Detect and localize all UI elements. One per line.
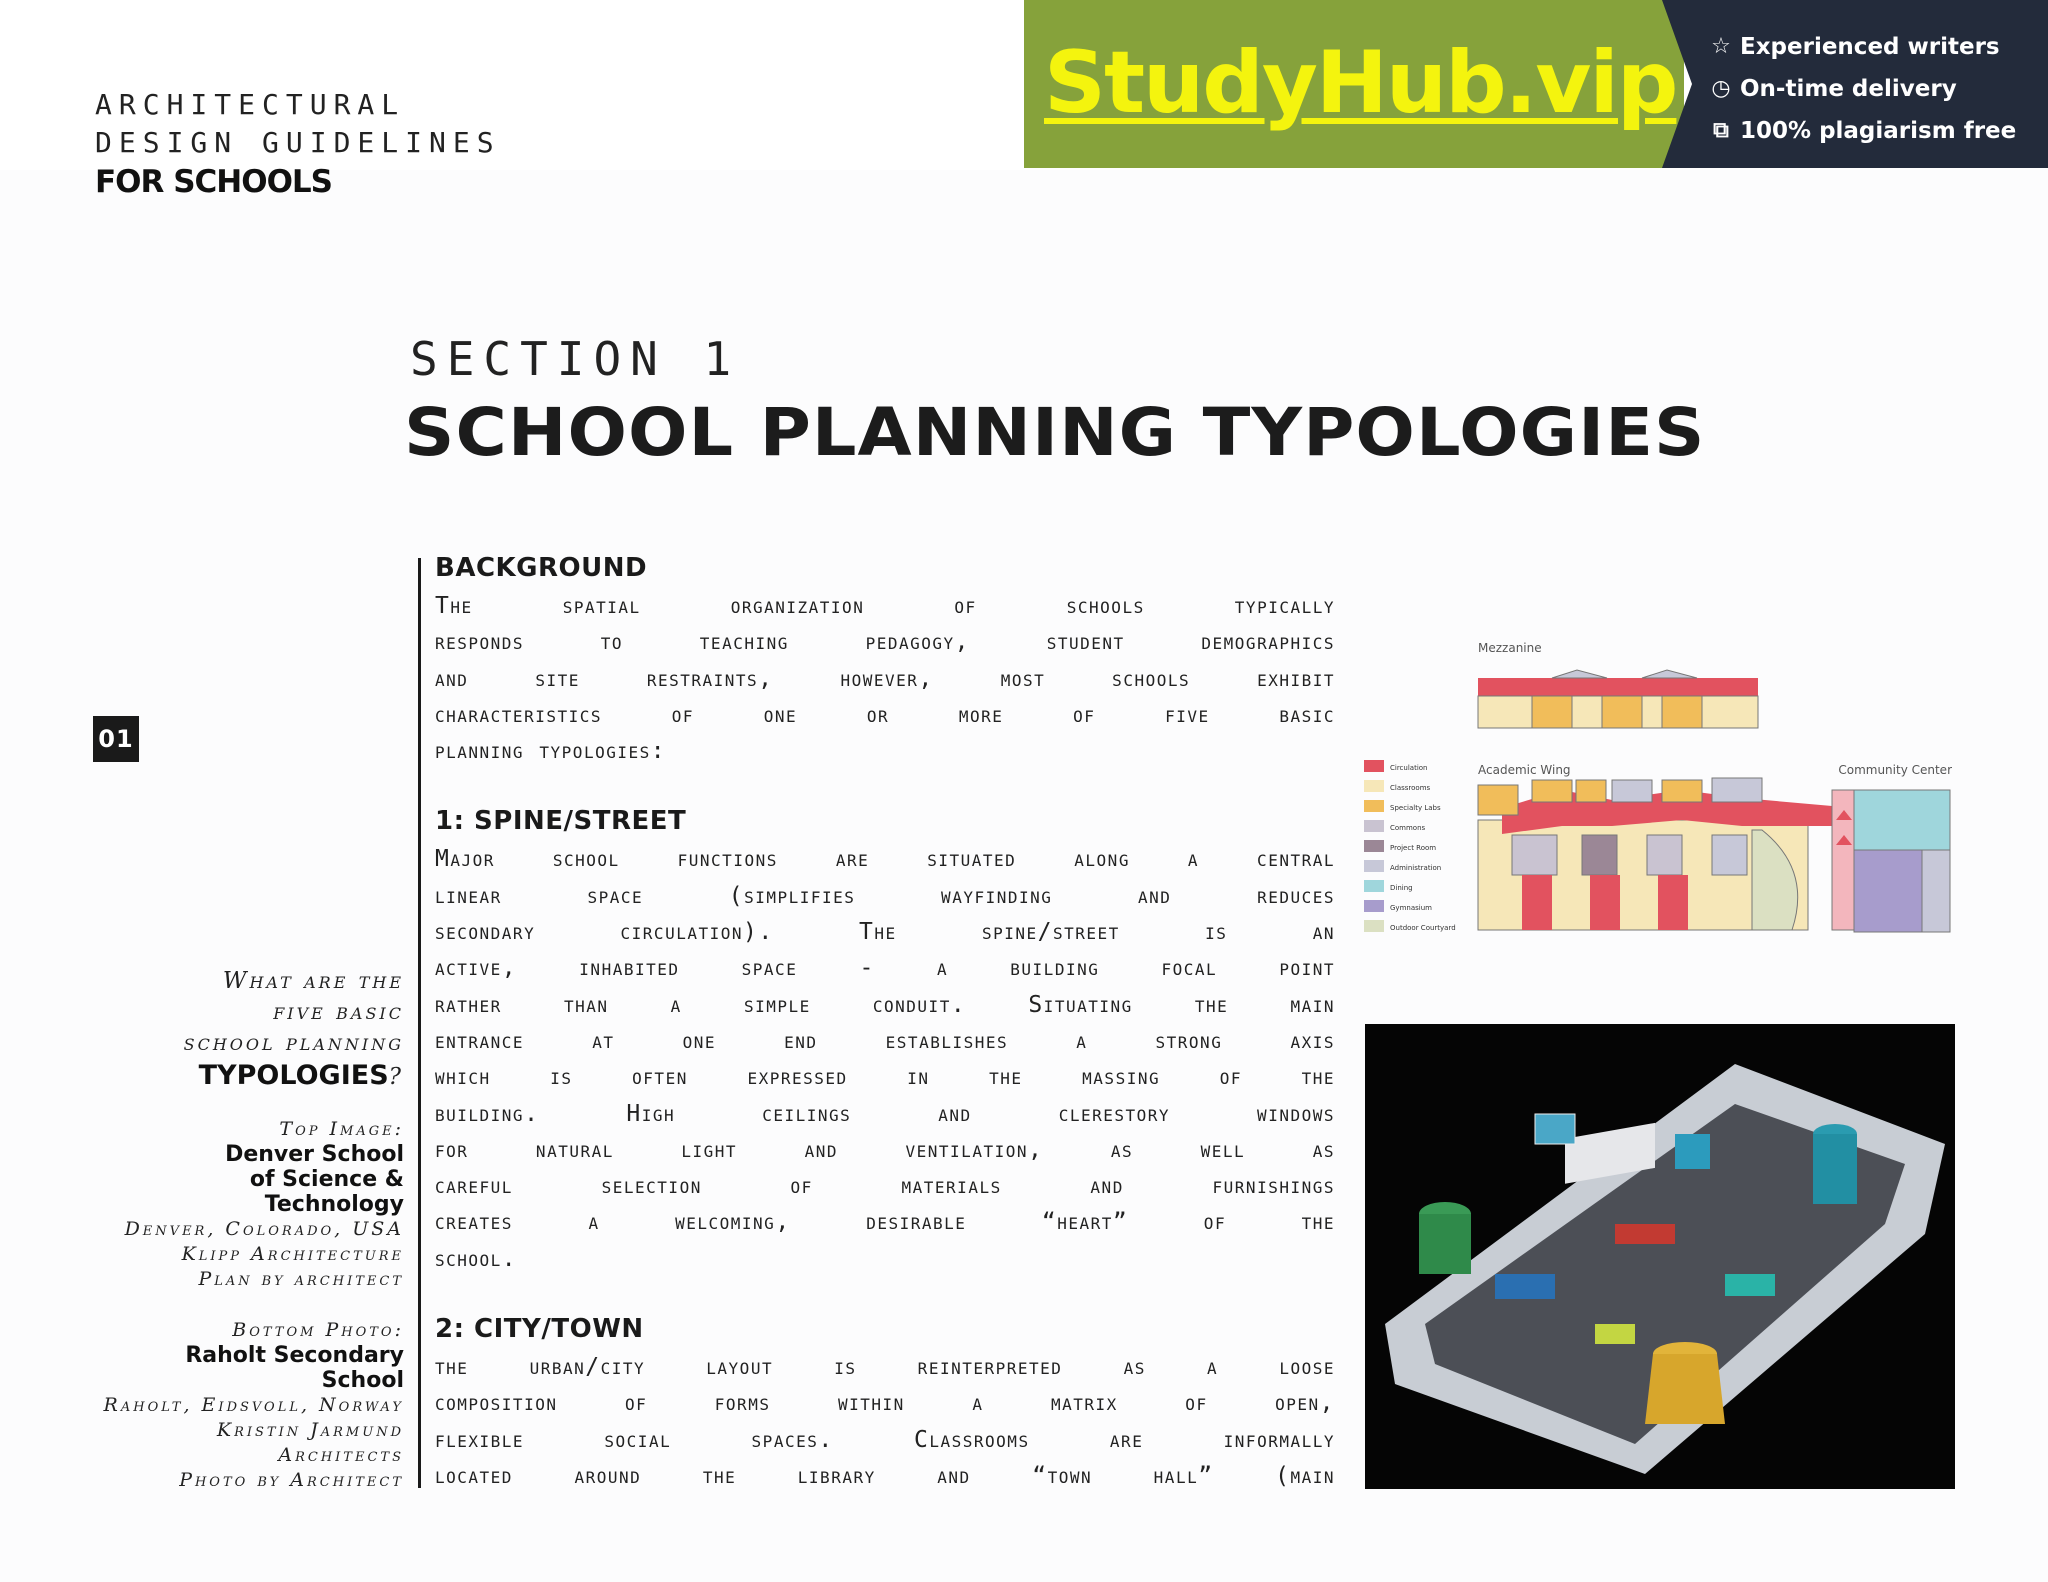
ad-feature-label: 100% plagiarism free [1740,118,2017,144]
mezzanine-plan [1478,670,1758,728]
legend-project-room: Project Room [1390,844,1437,852]
column-divider [418,558,421,1488]
legend-outdoor-courtyard: Outdoor Courtyard [1390,924,1456,932]
publication-brand [95,86,501,202]
top-image-detail: Plan by architect [198,1268,404,1290]
ad-feature-label: On-time delivery [1740,76,1957,102]
spine-street-heading: 1: SPINE/STREET [435,806,687,837]
legend-administration: Administration [1390,864,1442,872]
bottom-photo-detail: Raholt, Eidsvoll, Norway [103,1394,404,1416]
ad-feature-plagiarism [1710,110,2016,152]
ad-feature-list [1710,26,2016,152]
city-town-heading: 2: CITY/TOWN [435,1314,644,1345]
sidebar-question-line: five basic [273,999,404,1025]
floor-plan-figure [1362,630,1952,950]
bottom-photo-name: Raholt Secondary [185,1343,404,1368]
section-label: SECTION 1 [410,332,741,386]
legend-circulation: Circulation [1390,764,1428,772]
community-center-plan [1832,790,1950,932]
legend-gymnasium: Gymnasium [1390,904,1432,912]
mezzanine-label: Mezzanine [1478,641,1542,655]
ad-logo[interactable]: StudyHub.vip [1044,33,1677,133]
brand-line-1: ARCHITECTURAL [95,88,406,121]
ad-green-panel [1024,0,1684,168]
copy-icon: ⧉ [1713,118,1729,143]
background-paragraph: The spatial organization of schools typically responds to teaching pedagogy, student demographics and site restraints, however, most schools exhibit characteristics of one or more of five basic planning typologies: [435,593,1335,765]
building-model-illustration [1365,1024,1955,1489]
legend-specialty-labs: Specialty Labs [1390,804,1441,812]
page-title: SCHOOL PLANNING TYPOLOGIES [404,394,1706,471]
spine-street-paragraph: Major school functions are situated along a central linear space (simplifies wayfinding and reduces secondary circulation). The spine/street is an active, inhabited space - a building focal point rather than a simple conduit. Situating the main entrance at one end establishes a strong axis which is often expressed in the massing of the building. High ceilings and clerestory windows for natural light and ventilation, as well as careful selection of materials and furnishings creates a welcoming, desirable “heart” of the school. [435,846,1335,1272]
bottom-photo-label: Bottom Photo: [232,1319,404,1341]
legend-classrooms: Classrooms [1390,784,1431,792]
legend-dining: Dining [1390,884,1413,892]
model-photo [1365,1024,1955,1489]
legend-commons: Commons [1390,824,1426,832]
bottom-photo-name: School [321,1368,404,1393]
community-center-label: Community Center [1838,763,1952,777]
page-number-badge: 01 [93,716,139,762]
ad-feature-label: Experienced writers [1740,34,2000,60]
bottom-photo-detail: Photo by Architect [179,1469,404,1491]
sidebar-question-line: What are the [222,968,404,994]
bottom-photo-detail: Architects [278,1444,404,1466]
ad-feature-writers [1710,26,2016,68]
clock-icon: ◷ [1711,76,1731,101]
top-image-detail: Klipp Architecture [181,1243,404,1265]
sidebar [90,966,404,1493]
top-image-detail: Denver, Colorado, USA [124,1218,404,1240]
ad-feature-delivery [1710,68,2016,110]
top-image-name: Denver School [225,1142,404,1167]
sidebar-question-line: school planning [183,1030,404,1056]
star-icon: ☆ [1711,34,1731,59]
bottom-photo-detail: Kristin Jarmund [216,1419,404,1441]
top-image-name: Technology [264,1192,404,1217]
body-text-column [435,548,1335,1494]
top-image-label: Top Image: [279,1118,404,1140]
academic-wing-label: Academic Wing [1478,763,1571,777]
sidebar-question-emphasis: TYPOLOGIES? [198,1060,404,1091]
city-town-paragraph: the urban/city layout is reinterpreted as a loose composition of forms within a matrix of open, flexible social spaces. Classrooms are informally located around the library and “town hall” (main [435,1354,1335,1489]
top-image-name: of Science & [249,1167,404,1192]
studyhub-ad-banner[interactable] [1024,0,2048,168]
brand-line-2: DESIGN GUIDELINES [95,126,501,159]
background-heading: BACKGROUND [435,553,648,583]
brand-line-3: FOR SCHOOLS [95,164,332,200]
